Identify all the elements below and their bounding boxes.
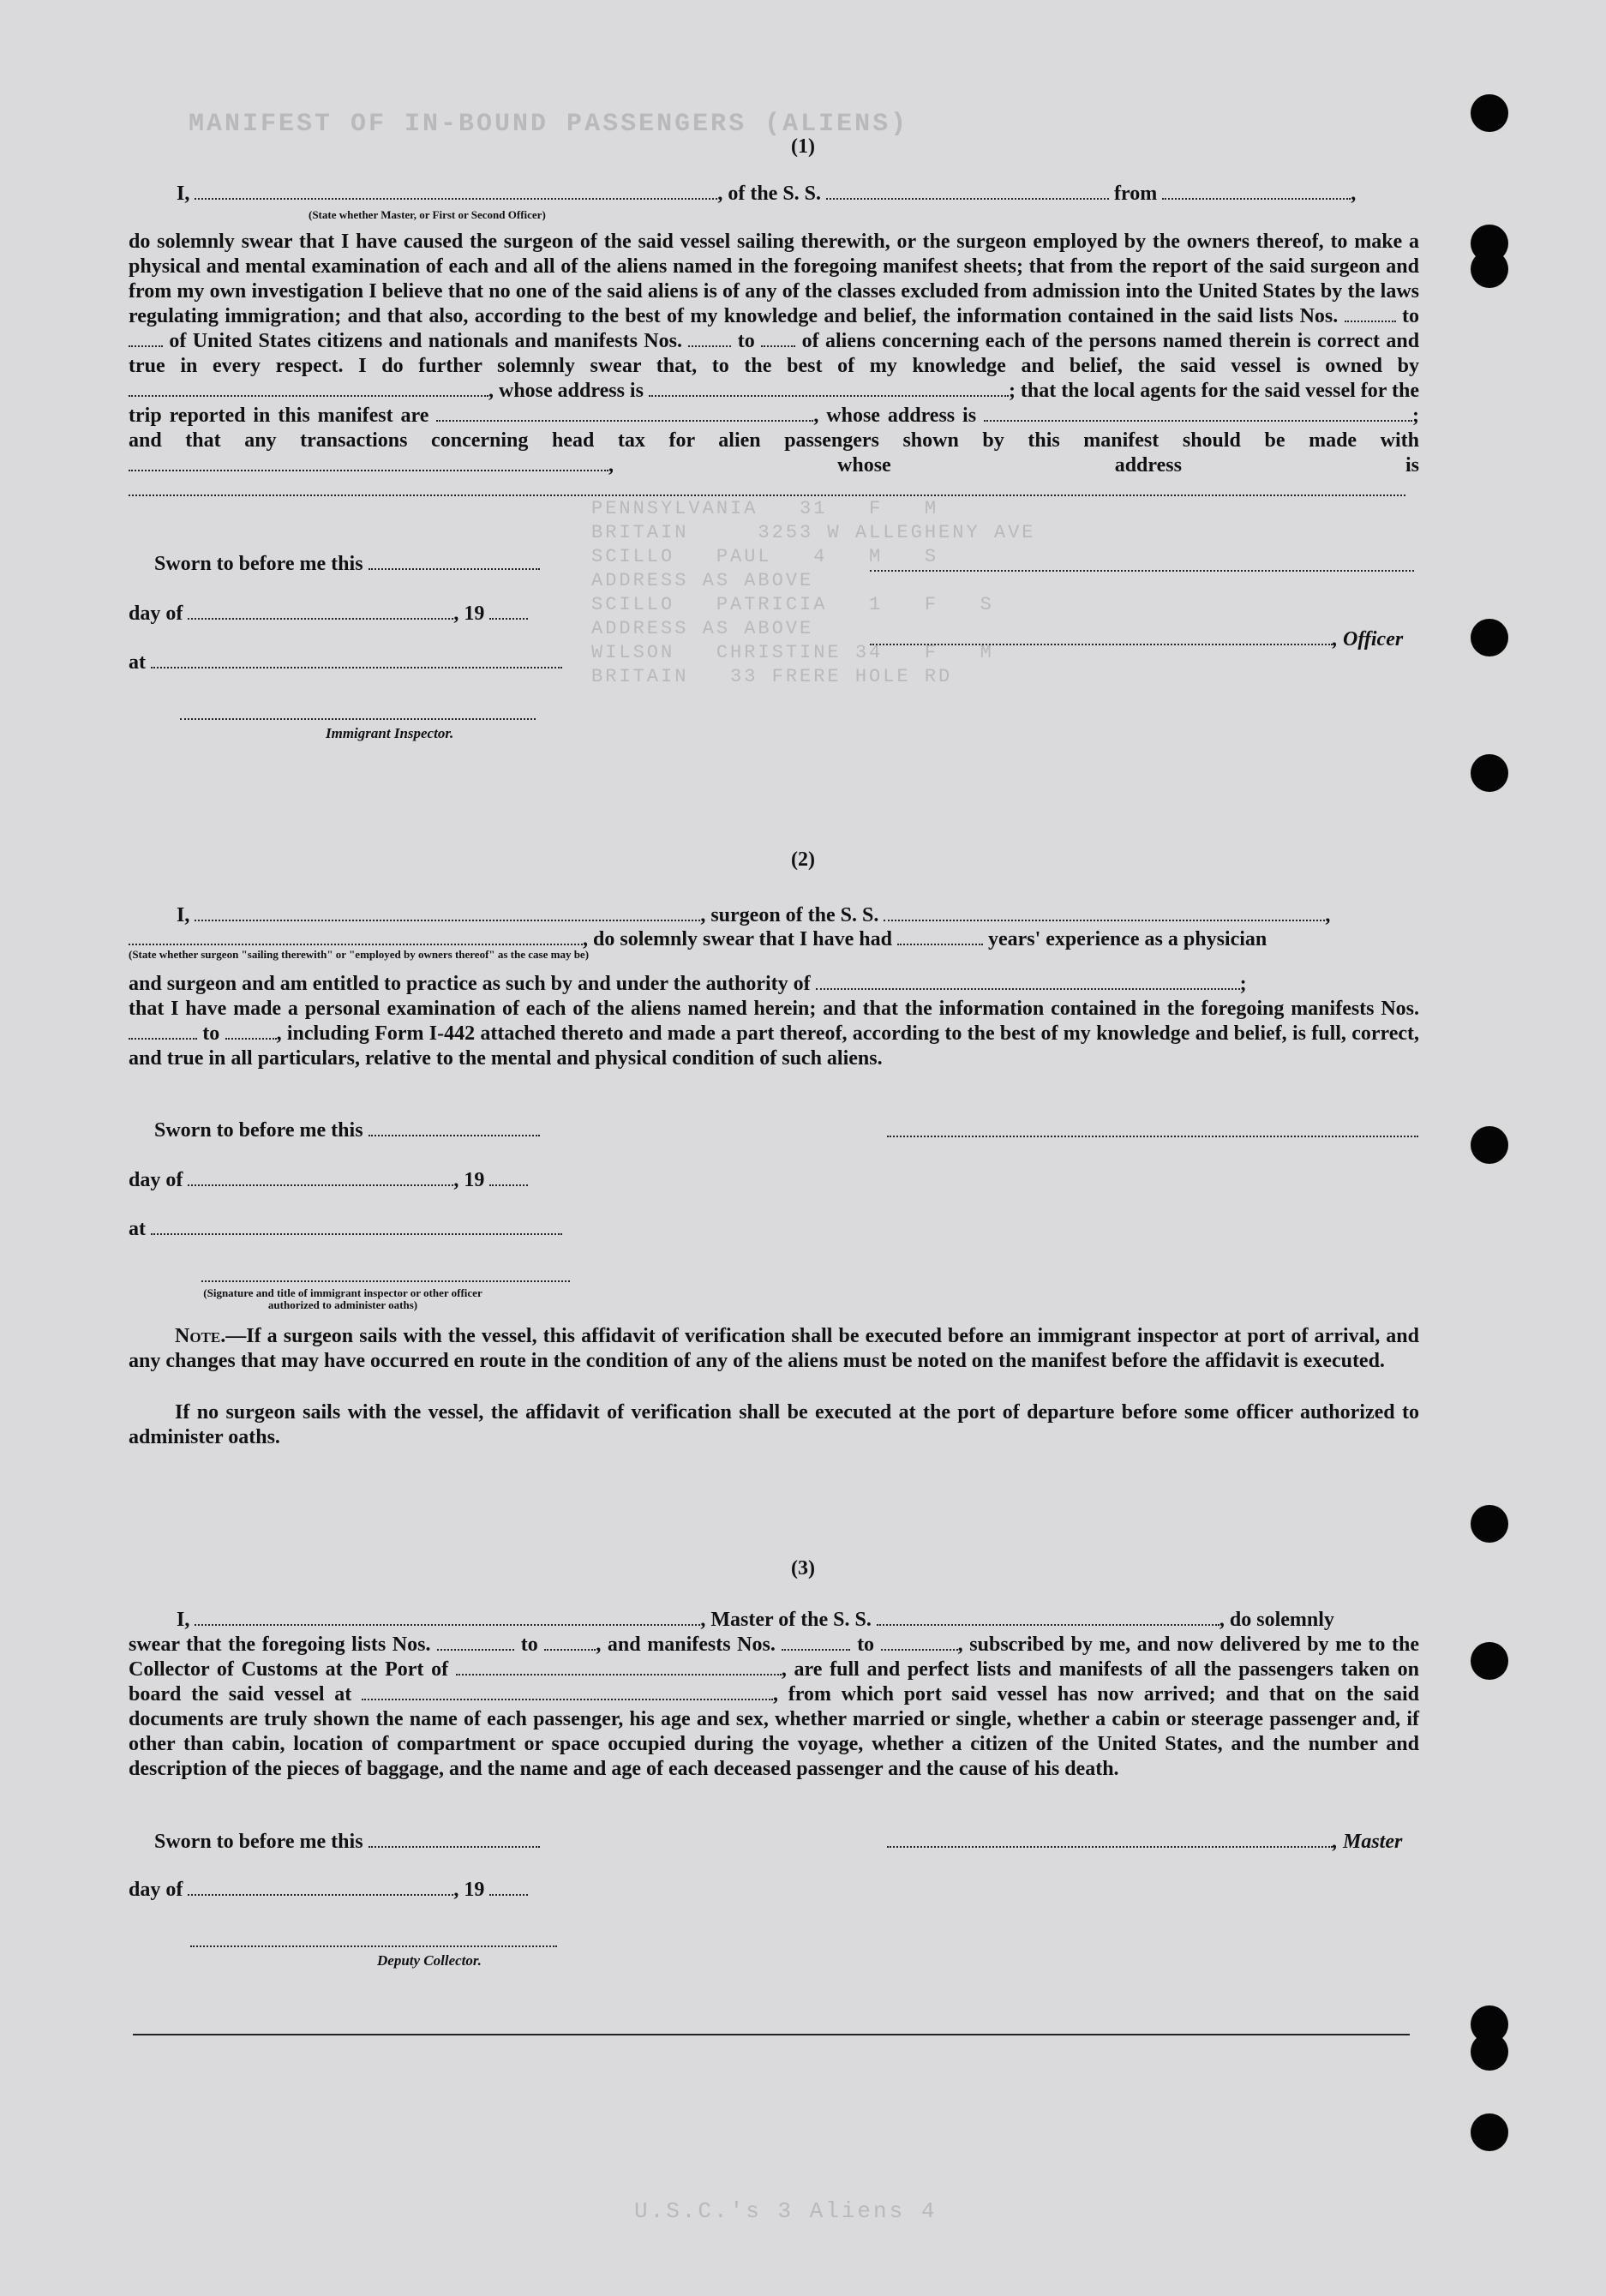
section-1-ss-label: , of the S. S. xyxy=(717,183,822,205)
deputy-signature-line[interactable] xyxy=(190,1945,557,1947)
section-2-at-row xyxy=(129,1218,562,1241)
punch-hole xyxy=(1471,250,1508,288)
master-signature-field[interactable] xyxy=(887,1831,1333,1848)
section-3-day-row xyxy=(129,1879,528,1902)
section-3-number: (3) xyxy=(791,1557,815,1580)
section-3-manifests-to[interactable] xyxy=(881,1634,958,1651)
section-1-sworn-row xyxy=(154,553,540,576)
section-1-text-to: to xyxy=(1402,305,1420,327)
sworn-date-field-2[interactable] xyxy=(369,1119,540,1136)
section-3-lists-from[interactable] xyxy=(437,1634,514,1651)
section-3-solemnly: , do solemnly xyxy=(1219,1609,1334,1631)
deputy-caption: Deputy Collector. xyxy=(377,1952,482,1969)
punch-hole xyxy=(1471,94,1508,132)
inspector-signature-line-2[interactable] xyxy=(201,1280,570,1282)
section-2-body xyxy=(129,997,1419,1071)
section-3-text-e: , from which port said vessel has now arrived; and that on the said documents are truly shown the name of each passenger, his age and sex, whether married or single, whether a cabin or steerage passenger and, if other than cabin, location of compartment or space occupied during the voyage, whether a citizen of the United States, and the number and description of the pieces of baggage, and the name and age of each deceased passenger and the cause of his death. xyxy=(129,1683,1420,1780)
officer-name-field[interactable] xyxy=(870,628,1333,645)
year-field-3[interactable] xyxy=(489,1879,528,1896)
at-place-field-2[interactable] xyxy=(151,1218,562,1235)
sworn-label-3: Sworn to before me this xyxy=(154,1831,363,1853)
punch-hole xyxy=(1471,2033,1508,2071)
inspector-caption: Immigrant Inspector. xyxy=(326,725,454,741)
section-1-number: (1) xyxy=(791,135,815,158)
day-of-label-3: day of xyxy=(129,1879,183,1901)
bleed-through-header: MANIFEST OF IN-BOUND PASSENGERS (ALIENS) xyxy=(189,110,909,139)
section-2-line-3: and surgeon and am entitled to practice as such by and under the authority of ; xyxy=(129,973,1247,995)
master-label: , Master xyxy=(1333,1831,1403,1853)
section-3-line-1 xyxy=(177,1609,1334,1632)
section-1-text-h: , whose address is xyxy=(608,454,1419,477)
sworn-date-field[interactable] xyxy=(369,553,540,570)
agents-address-field[interactable] xyxy=(984,405,1412,422)
section-3-lists-to[interactable] xyxy=(544,1634,596,1651)
section-1-text-b: of United States citizens and nationals and manifests Nos. xyxy=(169,330,682,352)
authority-field[interactable] xyxy=(816,973,1240,990)
punch-hole xyxy=(1471,1642,1508,1680)
master-signature-row xyxy=(887,1831,1402,1854)
section-2-text: that I have made a personal examination of each of the aliens named herein; and that the information contained in the foregoing manifests Nos. xyxy=(129,998,1419,1020)
section-1-text-e: ; that the local agents for the said vessel for the trip reported in this manifest are xyxy=(129,380,1419,427)
section-2-years-text: years' experience as a physician xyxy=(987,928,1267,950)
surgeon-vessel-field[interactable] xyxy=(884,904,1325,921)
port-of-arrival-field[interactable] xyxy=(456,1658,782,1676)
section-1-i-label: I, xyxy=(177,183,190,205)
port-of-embarkation-field[interactable] xyxy=(362,1683,773,1700)
authority-text: and surgeon and am entitled to practice as such by and under the authority of xyxy=(129,973,811,995)
surgeon-manifests-from-field[interactable] xyxy=(129,1022,197,1040)
day-of-label: day of xyxy=(129,602,183,625)
section-2-note-2 xyxy=(129,1400,1419,1450)
at-place-field[interactable] xyxy=(151,651,562,668)
day-of-field-3[interactable] xyxy=(188,1879,453,1896)
section-2-surgeon-note: (State whether surgeon "sailing therewith" or "employed by owners thereof" as the case may be) xyxy=(129,948,590,961)
section-2-note xyxy=(129,1324,1419,1374)
vessel-name-field[interactable] xyxy=(826,183,1109,200)
surgeon-manifests-to-field[interactable] xyxy=(225,1022,277,1040)
lists-to-field[interactable] xyxy=(129,330,163,347)
section-3-text: swear that the foregoing lists Nos. xyxy=(129,1634,431,1656)
sworn-label-2: Sworn to before me this xyxy=(154,1119,363,1142)
head-tax-party-field[interactable] xyxy=(129,454,608,471)
note-text-2: If no surgeon sails with the vessel, the affidavit of verification shall be executed at the port of departure before some officer authorized to administer oaths. xyxy=(129,1401,1419,1448)
section-3-master-label: , Master of the S. S. xyxy=(700,1609,872,1631)
year-field[interactable] xyxy=(489,602,528,620)
section-3-text-b: , and manifests Nos. xyxy=(596,1634,776,1656)
section-1-text-b-to: to xyxy=(737,330,755,352)
day-of-field-2[interactable] xyxy=(188,1169,453,1186)
year-label: , 19 xyxy=(453,602,485,625)
surgeon-signature-line[interactable] xyxy=(887,1136,1418,1137)
section-1-body xyxy=(129,230,1419,503)
section-1-text-c: of aliens concerning each of the persons named therein is correct and true in every respect. I do further solemnly swear that, to the best of my knowledge and belief, the said vessel is owned by xyxy=(129,330,1420,377)
owner-field[interactable] xyxy=(129,380,488,397)
manifests-from-field[interactable] xyxy=(688,330,731,347)
punch-hole xyxy=(1471,754,1508,792)
section-3-i-label: I, xyxy=(177,1609,190,1631)
section-3-vessel-field[interactable] xyxy=(877,1609,1219,1626)
manifests-to-field[interactable] xyxy=(761,330,795,347)
section-3-body xyxy=(129,1633,1419,1782)
officer-label: , Officer xyxy=(1333,628,1404,650)
year-label-2: , 19 xyxy=(453,1169,485,1191)
punch-hole xyxy=(1471,1126,1508,1164)
day-of-field[interactable] xyxy=(188,602,453,620)
sworn-label: Sworn to before me this xyxy=(154,553,363,575)
note-title: Note. xyxy=(175,1325,226,1347)
at-label-2: at xyxy=(129,1218,146,1240)
section-2-line-1: I, , surgeon of the S. S. , xyxy=(177,904,1331,926)
at-label: at xyxy=(129,651,146,674)
owner-address-field[interactable] xyxy=(649,380,1009,397)
section-1-officer-note: (State whether Master, or First or Second Officer) xyxy=(309,208,546,221)
surgeon-name-field[interactable] xyxy=(195,904,700,921)
inspector-signature-line[interactable] xyxy=(180,718,536,720)
note-text: —If a surgeon sails with the vessel, this affidavit of verification shall be executed before an immigrant inspector at port of arrival, and any changes that may have occurred en route in the condition of any of the aliens must be noted on the manifest before the affidavit is executed. xyxy=(129,1325,1419,1372)
section-3-manifests-from[interactable] xyxy=(782,1634,850,1651)
section-2-signature-caption: (Signature and title of immigrant inspector or other officer authorized to administer oaths) xyxy=(203,1286,482,1311)
section-2-number: (2) xyxy=(791,848,815,871)
section-2-ss-label: , surgeon of the S. S. xyxy=(700,904,879,926)
section-2-text-b: , including Form I-442 attached thereto and made a part thereof, according to the best of my knowledge and belief, is full, correct, and true in all particulars, relative to the mental and physical condition of such aliens. xyxy=(129,1022,1420,1070)
head-tax-address-field[interactable] xyxy=(129,479,1405,496)
departure-port-field[interactable] xyxy=(1162,183,1351,200)
section-3-master-field[interactable] xyxy=(195,1609,700,1626)
sworn-date-field-3[interactable] xyxy=(369,1831,540,1848)
section-1-day-row xyxy=(129,602,528,626)
punch-hole xyxy=(1471,619,1508,656)
section-1-text-g: ; and that any transactions concerning head tax for alien passengers shown by this manifest should be made with xyxy=(129,405,1420,452)
punch-hole xyxy=(1471,2113,1508,2151)
master-name-field[interactable] xyxy=(195,183,717,200)
officer-row xyxy=(870,628,1403,651)
section-1-text-f: , whose address is xyxy=(813,405,977,427)
day-of-label-2: day of xyxy=(129,1169,183,1191)
section-1-at-row xyxy=(129,651,562,674)
section-3-to-b: to xyxy=(857,1634,875,1656)
punch-hole xyxy=(1471,1505,1508,1543)
agents-field[interactable] xyxy=(436,405,813,422)
section-1-text-a: do solemnly swear that I have caused the surgeon of the said vessel sailing therewith, or the surgeon employed by the owners thereof, to make a physical and mental examination of each and all of the aliens named in the foregoing manifest sheets; that from the report of the said surgeon and from my own investigation I believe that no one of the said aliens is of any of the classes excluded from admission into the United States by the laws regulating immigration; and that also, according to the best of my knowledge and belief, the information contained in the said lists Nos. xyxy=(129,231,1419,327)
section-2-text-to: to xyxy=(202,1022,220,1045)
section-1-from-label: from xyxy=(1114,183,1158,205)
lists-from-field[interactable] xyxy=(1345,305,1396,322)
section-3-sworn-row xyxy=(154,1831,540,1854)
year-field-2[interactable] xyxy=(489,1169,528,1186)
section-1-text-d: , whose address is xyxy=(488,380,644,402)
section-1-line-1: I, , of the S. S. from , xyxy=(177,183,1357,205)
section-3-text-d: , are full and perfect lists and manifests of all the passengers taken on board the said vessel at xyxy=(129,1658,1419,1706)
officer-signature-line[interactable] xyxy=(870,570,1414,572)
bleed-through-rows: PENNSYLVANIA 31 F M BRITAIN 3253 W ALLEGHENY AVE SCILLO PAUL 4 M S ADDRESS AS ABOVE SCILLO PATRICIA 1 F S ADDRESS AS ABOVE WILSON CHRISTINE 34 F M BRITAIN 33 FRERE HOLE RD xyxy=(591,498,1036,687)
bleed-through-footer: U.S.C.'s 3 Aliens 4 xyxy=(634,2198,938,2224)
section-2-i-label: I, xyxy=(177,904,190,926)
years-experience-field[interactable] xyxy=(897,928,983,945)
section-2-swear-text: , do solemnly swear that I have had xyxy=(583,928,892,950)
bottom-rule xyxy=(133,2034,1410,2035)
year-label-3: , 19 xyxy=(453,1879,485,1901)
section-3-text-c: , subscribed by me, and now delivered by me to the Collector of Customs at the Port of xyxy=(129,1634,1420,1681)
section-2-sworn-row xyxy=(154,1119,540,1142)
surgeon-status-field[interactable] xyxy=(129,928,583,945)
section-3-to: to xyxy=(520,1634,538,1656)
section-2-day-row xyxy=(129,1169,528,1192)
